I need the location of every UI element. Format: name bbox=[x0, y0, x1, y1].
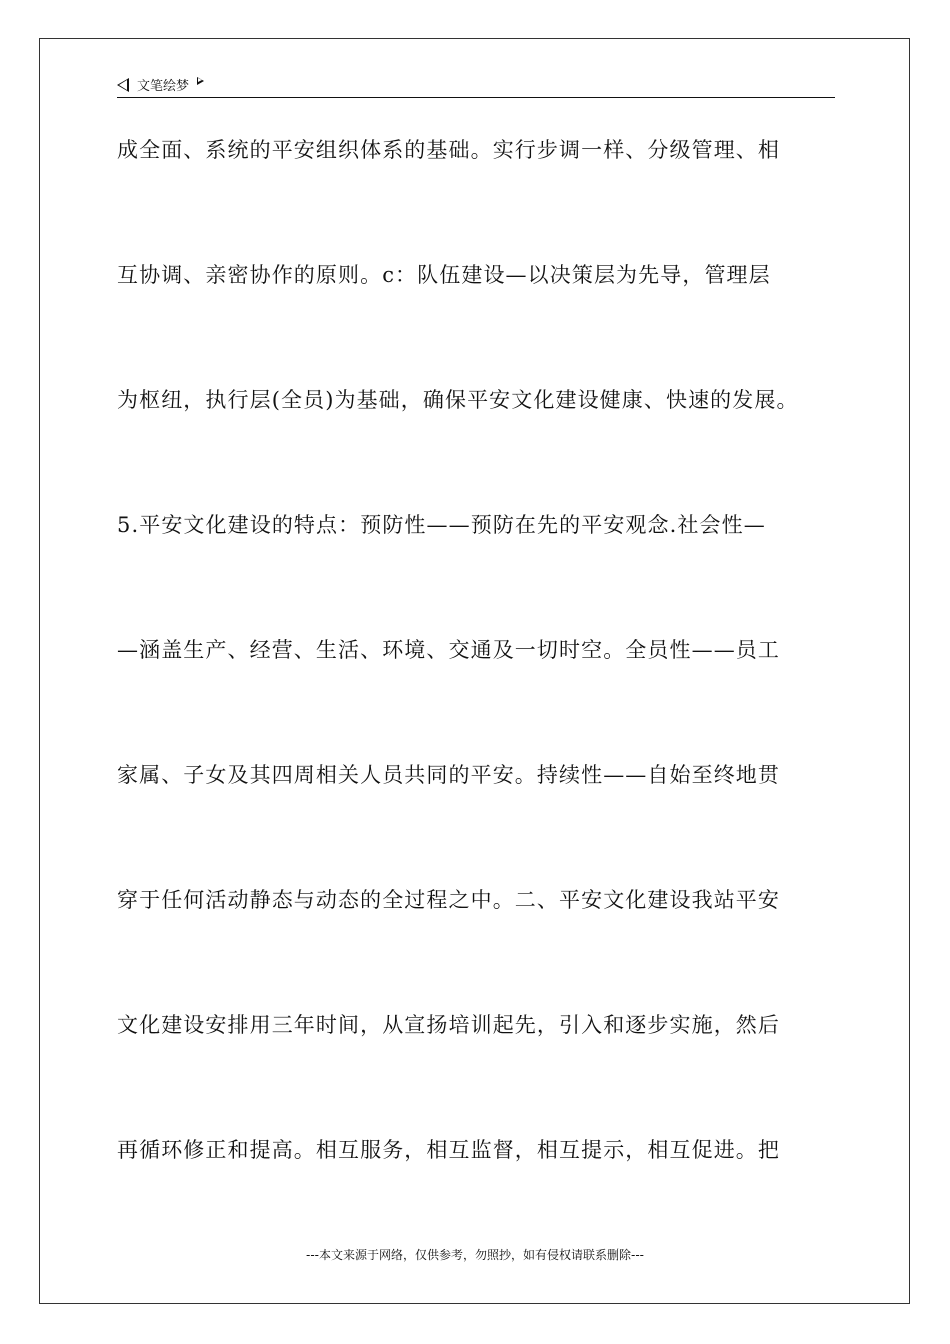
page-footer: ---本文来源于网络，仅供参考，勿照抄，如有侵权请联系删除--- bbox=[306, 1248, 644, 1262]
page-header bbox=[117, 72, 835, 98]
triangle-left-icon bbox=[117, 78, 129, 92]
triangle-right-icon bbox=[197, 77, 204, 85]
document-body bbox=[117, 126, 837, 1251]
body-line: 成全面、系统的平安组织体系的基础。实行步调一样、分级管理、相 bbox=[117, 138, 780, 162]
body-line: 家属、子女及其四周相关人员共同的平安。持续性——自始至终地贯 bbox=[117, 763, 780, 787]
body-line: 5.平安文化建设的特点：预防性——预防在先的平安观念.社会性— bbox=[117, 513, 766, 537]
body-line: 再循环修正和提高。相互服务，相互监督，相互提示，相互促进。把 bbox=[117, 1138, 780, 1162]
body-line: 为枢纽，执行层(全员)为基础，确保平安文化建设健康、快速的发展。 bbox=[117, 388, 799, 412]
body-line: 文化建设安排用三年时间，从宣扬培训起先，引入和逐步实施，然后 bbox=[117, 1013, 780, 1037]
body-line: —涵盖生产、经营、生活、环境、交通及一切时空。全员性——员工 bbox=[117, 638, 780, 662]
body-line: 互协调、亲密协作的原则。c：队伍建设—以决策层为先导，管理层 bbox=[117, 263, 771, 287]
header-title: 文笔绘梦 bbox=[137, 79, 190, 94]
body-line: 穿于任何活动静态与动态的全过程之中。二、平安文化建设我站平安 bbox=[117, 888, 780, 912]
